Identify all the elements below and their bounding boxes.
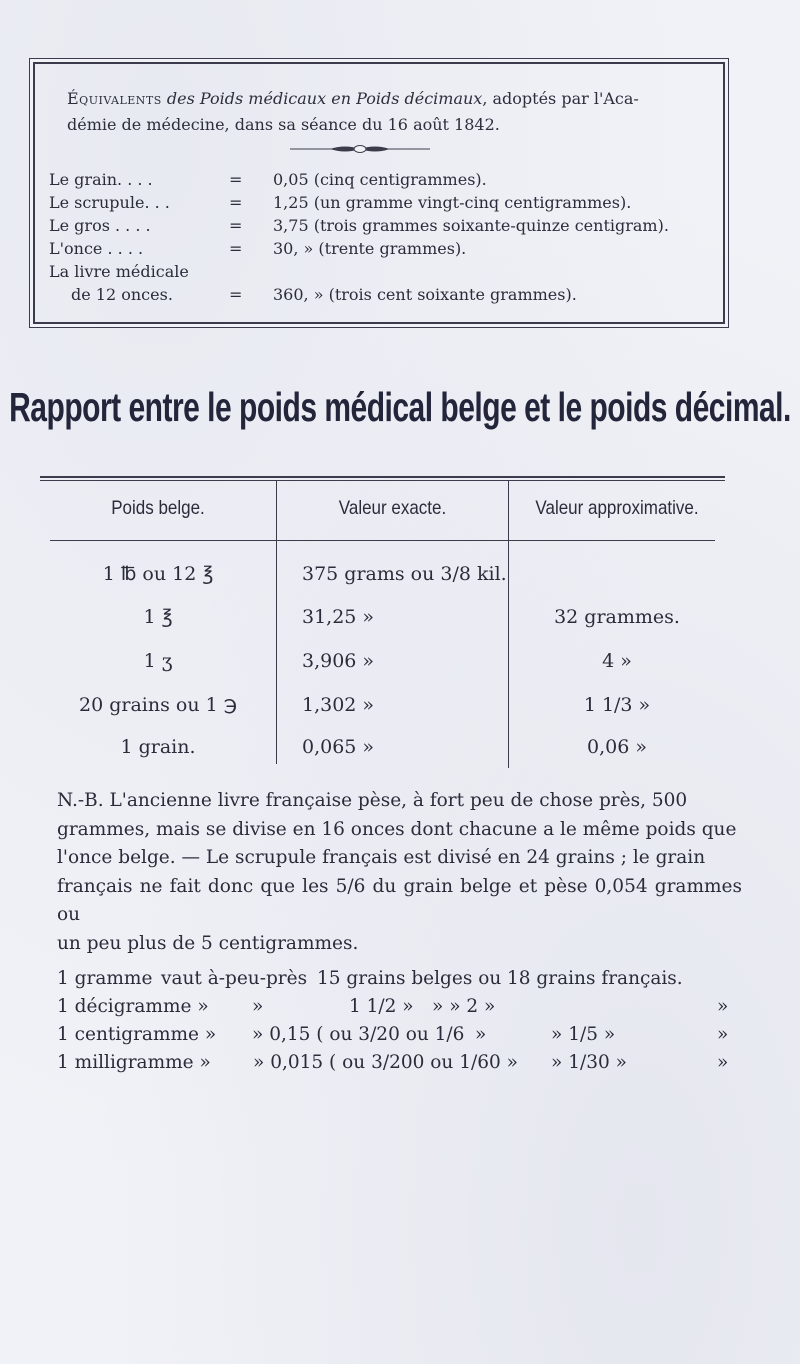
conversion-text: »: [717, 1024, 729, 1045]
table-cell: 0,06 »: [587, 736, 647, 758]
conversion-text: »: [475, 1024, 487, 1045]
conversion-text: 1 1/2 »: [349, 996, 414, 1017]
table-cell: 1 1/3 »: [583, 694, 651, 716]
table-cell: 375 grams ou 3/8 kil.: [302, 563, 507, 585]
equals-sign: =: [229, 216, 243, 235]
table-cell: 1,302 »: [302, 694, 375, 716]
unit-value: 3,75 (trois grammes soixante-quinze centigram).: [273, 216, 669, 235]
weights-table: [40, 476, 725, 764]
note-paragraph: [57, 787, 742, 958]
table-cell: 32 grammes.: [554, 606, 680, 628]
unit-label: de 12 onces.: [71, 285, 173, 304]
table-cell: 1 ℔ ou 12 ℥: [102, 563, 214, 585]
unit-label: Le scrupule. . .: [49, 193, 170, 212]
unit-value: 1,25 (un gramme vingt-cinq centigrammes).: [273, 193, 632, 212]
unit-value: 360, » (trois cent soixante grammes).: [273, 285, 577, 304]
equals-sign: =: [229, 170, 243, 189]
column-header: Valeur approximative.: [535, 496, 699, 519]
conversion-unit: 1 décigramme »: [57, 996, 209, 1017]
ornament-divider: [290, 144, 430, 154]
table-cell: 1 grain.: [120, 736, 196, 758]
unit-label: L'once . . . .: [49, 239, 144, 258]
column-header: Poids belge.: [111, 496, 205, 519]
conversion-unit: 1 gramme: [57, 968, 153, 989]
note-line: grammes, mais se divise en 16 onces dont chacune a le même poids que: [57, 818, 737, 840]
equals-sign: =: [229, 193, 243, 212]
conversion-text: » 1/30 »: [551, 1052, 627, 1073]
conversion-text: » 1/5 »: [551, 1024, 616, 1045]
title-rest: , adoptés par l'Aca-: [482, 89, 639, 108]
unit-label: Le gros . . . .: [49, 216, 151, 235]
unit-label: Le grain. . . .: [49, 170, 153, 189]
column-header: Valeur exacte.: [338, 496, 447, 519]
table-cell: 0,065 »: [302, 736, 375, 758]
unit-value: 30, » (trente grammes).: [273, 239, 467, 258]
conversion-unit: 1 milligramme »: [57, 1052, 211, 1073]
note-line: un peu plus de 5 centigrammes.: [57, 932, 359, 954]
conversion-text: » 0,015 ( ou 3/200 ou 1/60 »: [253, 1052, 518, 1073]
table-rule: [40, 476, 725, 478]
table-cell: 1 ℥: [143, 606, 173, 628]
unit-value: 0,05 (cinq centigrammes).: [273, 170, 487, 189]
equivalents-box: [33, 62, 725, 324]
conversion-text: » » 2 »: [432, 996, 496, 1017]
note-line: N.-B. L'ancienne livre française pèse, à fort peu de chose près, 500: [57, 790, 688, 811]
box-title: [67, 86, 707, 138]
note-line: l'once belge. — Le scrupule français est divisé en 24 grains ; le grain: [57, 847, 706, 868]
title-lead: Équivalents: [67, 89, 162, 108]
note-line: français ne fait donc que les 5/6 du grain belge et pèse 0,054 grammes ou: [57, 875, 742, 925]
table-cell: 31,25 »: [302, 606, 375, 628]
conversion-text: » 0,15 ( ou 3/20 ou 1/6: [252, 1024, 465, 1045]
title-line2: démie de médecine, dans sa séance du 16 août 1842.: [67, 115, 500, 134]
equals-sign: =: [229, 285, 243, 304]
equals-sign: =: [229, 239, 243, 258]
title-italic: des Poids médicaux en Poids décimaux: [166, 89, 483, 108]
conversion-text: 15 grains belges ou: [317, 968, 502, 989]
table-cell: 4 »: [602, 650, 632, 672]
table-cell: 20 grains ou 1 ℈: [78, 694, 237, 716]
conversion-text: »: [717, 1052, 729, 1073]
conversion-text: 18 grains français.: [507, 968, 683, 989]
table-cell: 1 ʒ: [143, 650, 173, 672]
unit-label: La livre médicale: [49, 262, 189, 281]
conversion-text: vaut à-peu-près: [161, 968, 308, 989]
section-heading: Rapport entre le poids médical belge et le poids décimal.: [9, 386, 791, 431]
table-cell: 3,906 »: [302, 650, 375, 672]
table-rule: [50, 540, 715, 541]
conversion-text: »: [252, 996, 264, 1017]
column-divider: [276, 480, 277, 764]
conversion-text: »: [717, 996, 729, 1017]
conversion-unit: 1 centigramme »: [57, 1024, 217, 1045]
table-rule: [40, 480, 725, 481]
